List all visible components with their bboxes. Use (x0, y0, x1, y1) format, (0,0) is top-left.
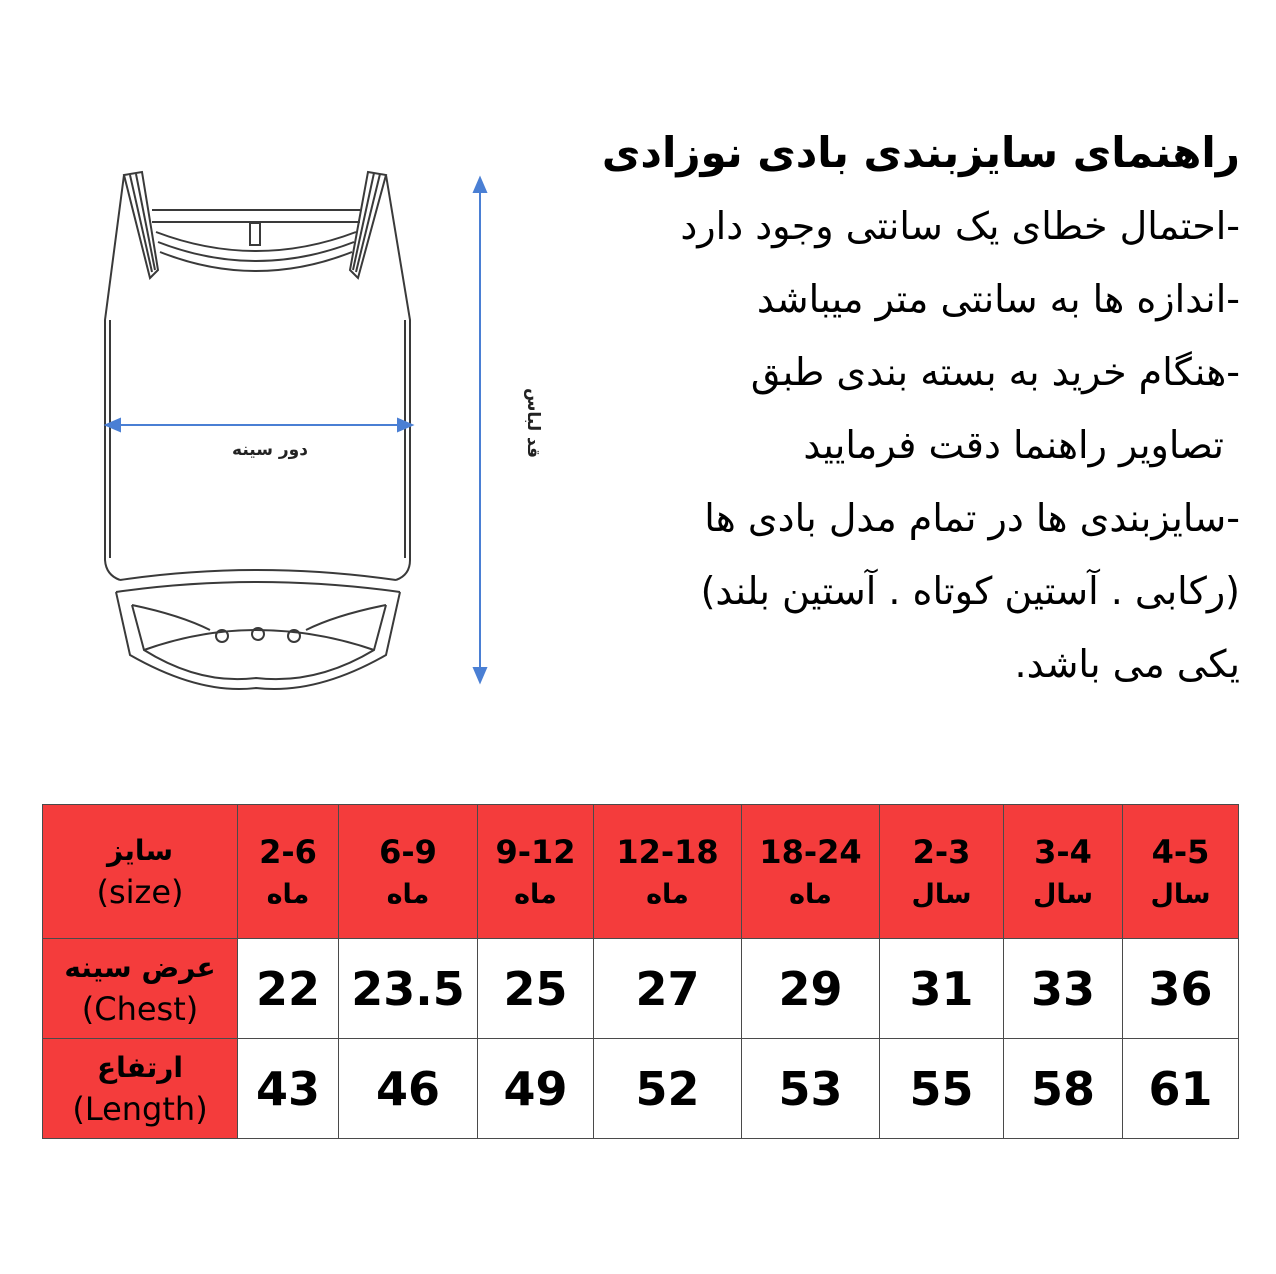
length-value: 58 (1004, 1039, 1123, 1139)
length-value: 52 (594, 1039, 742, 1139)
note-line: -هنگام خرید به بسته بندی طبق (750, 350, 1240, 394)
length-arrow (474, 178, 486, 682)
size-range: 3-4 (1034, 832, 1092, 871)
length-value: 55 (880, 1039, 1004, 1139)
size-unit: ماه (266, 878, 310, 910)
chest-value: 23.5 (339, 939, 478, 1039)
size-range: 12-18 (616, 832, 719, 871)
size-guide-notes (540, 118, 1240, 701)
size-head-en: (size) (96, 872, 184, 911)
chest-label: دور سینه (232, 440, 308, 460)
length-head-fa: ارتفاع (96, 1050, 184, 1084)
size-range: 9-12 (495, 832, 576, 871)
bodysuit-diagram (80, 160, 550, 720)
size-head-cell (43, 805, 238, 939)
size-column-header (478, 805, 594, 939)
size-unit: سال (1032, 878, 1094, 910)
size-range: 18-24 (759, 832, 862, 871)
chest-value: 22 (238, 939, 339, 1039)
size-column-header (1123, 805, 1239, 939)
size-unit: ماه (646, 878, 689, 910)
length-value: 46 (339, 1039, 478, 1139)
chest-head-en: (Chest) (81, 989, 199, 1028)
guide-title: راهنمای سایزبندی بادی نوزادی (601, 128, 1240, 177)
size-table (42, 804, 1239, 1139)
chest-head-fa: عرض سینه (64, 950, 216, 984)
note-line: -احتمال خطای یک سانتی وجود دارد (680, 204, 1240, 248)
length-label: قد لباس (523, 387, 543, 459)
note-line: تصاویر راهنما دقت فرمایید (803, 423, 1224, 467)
length-value: 61 (1123, 1039, 1239, 1139)
chest-value: 36 (1123, 939, 1239, 1039)
note-line: (رکابی . آستین کوتاه . آستین بلند) (700, 569, 1240, 613)
size-head-fa: سایز (107, 833, 173, 867)
note-line: -اندازه ها به سانتی متر میباشد (756, 277, 1240, 321)
size-unit: ماه (386, 878, 430, 910)
size-unit: ماه (514, 878, 557, 910)
size-column-header (1004, 805, 1123, 939)
size-unit: ماه (789, 878, 832, 910)
length-value: 43 (238, 1039, 339, 1139)
chest-head-cell (43, 939, 238, 1039)
length-head-cell (43, 1039, 238, 1139)
chest-value: 29 (742, 939, 880, 1039)
length-value: 53 (742, 1039, 880, 1139)
chest-value: 27 (594, 939, 742, 1039)
chest-value: 31 (880, 939, 1004, 1039)
length-row (43, 1039, 1239, 1139)
length-value: 49 (478, 1039, 594, 1139)
size-column-header (880, 805, 1004, 939)
size-range: 4-5 (1151, 832, 1210, 871)
note-line: یکی می باشد. (1014, 642, 1240, 686)
chest-arrow (106, 419, 412, 431)
chest-value: 25 (478, 939, 594, 1039)
note-line: -سایزبندی ها در تمام مدل بادی ها (704, 496, 1240, 540)
size-range: 2-6 (259, 832, 317, 871)
table-header-row (43, 805, 1239, 939)
chest-row (43, 939, 1239, 1039)
size-range: 2-3 (912, 832, 971, 871)
size-unit: سال (1150, 878, 1211, 910)
size-range: 6-9 (379, 832, 437, 871)
size-column-header (594, 805, 742, 939)
size-column-header (238, 805, 339, 939)
size-column-header (742, 805, 880, 939)
length-head-en: (Length) (72, 1089, 208, 1128)
size-unit: سال (911, 878, 972, 910)
size-column-header (339, 805, 478, 939)
chest-value: 33 (1004, 939, 1123, 1039)
